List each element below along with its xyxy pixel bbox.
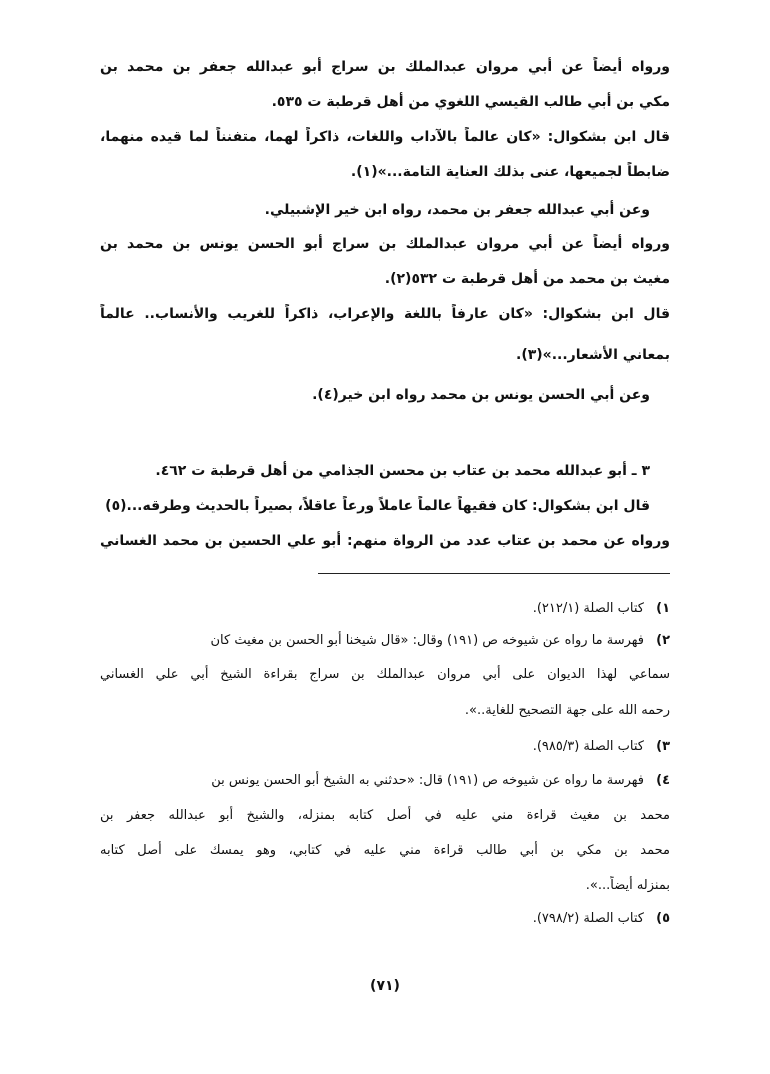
body-line: ورواه عن محمد بن عتاب عدد من الرواة منهم: أبو علي الحسين بن محمد الغساني <box>100 533 670 549</box>
footnote-number: ٢) <box>656 633 670 648</box>
footnote-1 <box>100 599 670 619</box>
footnote-2 <box>100 631 670 651</box>
footnote-text: محمد بن مكي بن أبي طالب قراءة مني عليه في كتابي، وهو يمسك على أصل كتابه <box>100 843 670 858</box>
body-line: مكي بن أبي طالب القيسي اللغوي من أهل قرطبة ت ٥٣٥. <box>271 94 670 110</box>
footnote-text: بمنزله أيضاً...». <box>585 878 670 893</box>
body-line: ضابطاً لجميعها، عنى بذلك العناية التامة...»(١). <box>350 164 670 180</box>
body-line: ورواه أيضاً عن أبي مروان عبدالملك بن سراج أبو عبدالله جعفر بن محمد بن <box>100 59 670 75</box>
body-line: بمعاني الأشعار...»(٣). <box>516 347 670 363</box>
footnote-text: سماعي لهذا الديوان على أبي مروان عبدالملك بن سراج بقراءة الشيخ أبي علي الغساني <box>100 667 670 682</box>
footnote-text: كتاب الصلة (٩٨٥/٣). <box>532 739 644 754</box>
footnote-text: محمد بن مغيث قراءة مني عليه في أصل كتابه بمنزله، والشيخ أبو عبدالله جعفر بن <box>100 808 670 823</box>
footnote-text: كتاب الصلة (٢١٢/١). <box>532 601 644 616</box>
body-line: وعن أبي عبدالله جعفر بن محمد، رواه ابن خير الإشبيلي. <box>264 202 650 218</box>
page-number: (٧١) <box>370 978 400 994</box>
footnote-text: كتاب الصلة (٧٩٨/٢). <box>532 911 644 926</box>
body-line: قال ابن بشكوال: كان فقيهاً عالماً عاملاً ورعاً عاقلاً، بصيراً بالحديث وطرقه...(٥) <box>105 498 650 514</box>
footnote-text: فهرسة ما رواه عن شيوخه ص (١٩١) وقال: «قال شيخنا أبو الحسن بن مغيث كان <box>210 633 644 648</box>
footnote-5 <box>100 909 670 929</box>
footnote-number: ٤) <box>656 773 670 788</box>
body-line: قال ابن بشكوال: «كان عارفاً باللغة والإعراب، ذاكراً للغريب والأنساب.. عالماً <box>100 306 670 322</box>
section-heading: ٣ ـ أبو عبدالله محمد بن عتاب بن محسن الجذامي من أهل قرطبة ت ٤٦٢. <box>155 463 650 479</box>
body-line: مغيث بن محمد من أهل قرطبة ت ٥٣٢(٢). <box>384 271 670 287</box>
body-line: قال ابن بشكوال: «كان عالماً بالآداب واللغات، ذاكراً لهما، متفنناً لما قيده منهما، <box>100 129 670 145</box>
footnote-number: ٣) <box>656 739 670 754</box>
footnote-4 <box>100 771 670 791</box>
footnote-text: فهرسة ما رواه عن شيوخه ص (١٩١) قال: «حدثني به الشيخ أبو الحسن يونس بن <box>211 773 644 788</box>
footnote-3 <box>100 737 670 757</box>
footnote-number: ٥) <box>656 911 670 926</box>
footnote-number: ١) <box>656 601 670 616</box>
body-line: ورواه أيضاً عن أبي مروان عبدالملك بن سراج أبو الحسن يونس بن محمد بن <box>100 236 670 252</box>
body-line: وعن أبي الحسن يونس بن محمد رواه ابن خير(٤). <box>312 387 650 403</box>
footnote-separator <box>318 573 670 574</box>
footnote-text: رحمه الله على جهة التصحيح للغاية..». <box>464 703 670 718</box>
